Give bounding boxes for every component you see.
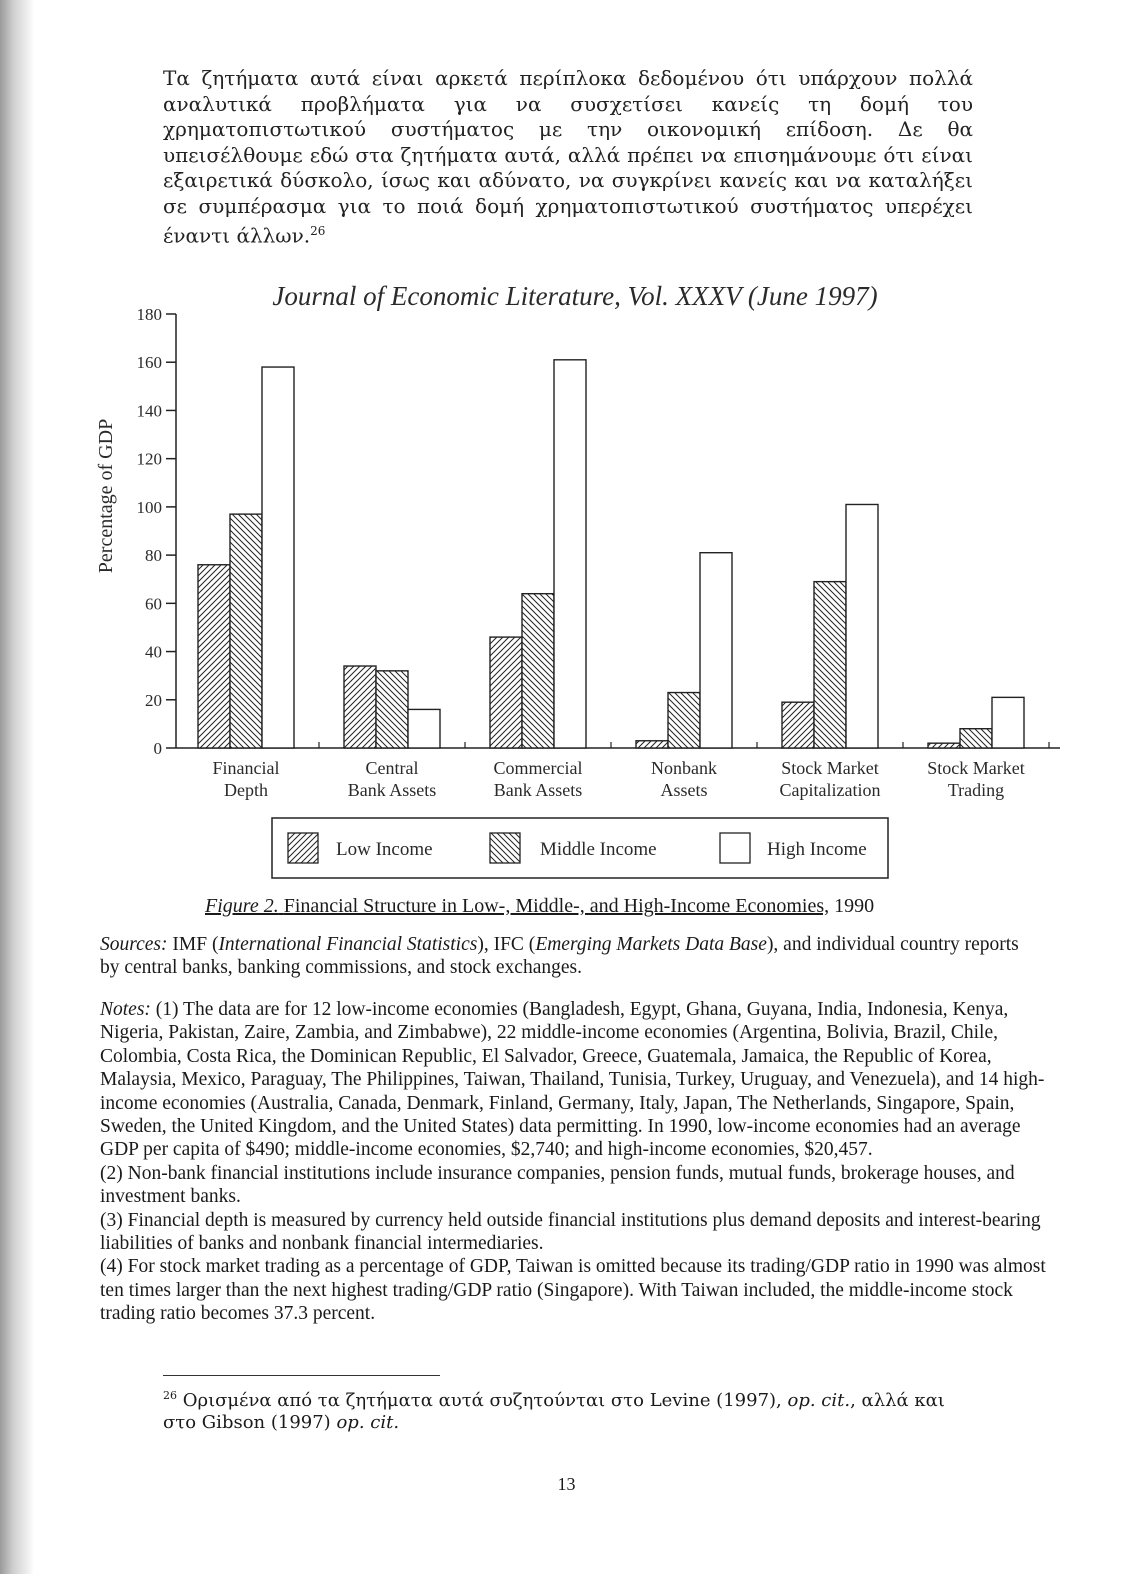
bar-middle-income: [522, 594, 554, 748]
x-category-label: Depth: [224, 780, 268, 800]
x-category-label: Bank Assets: [493, 780, 583, 800]
x-category-label: Capitalization: [779, 780, 881, 800]
bar-low-income: [782, 702, 814, 748]
footnote-text: , αλλά και στο Gibson (1997): [163, 1390, 945, 1433]
legend-label-low-income: Low Income: [336, 839, 433, 860]
bar-high-income: [262, 367, 294, 748]
bar-middle-income: [814, 582, 846, 748]
bar-high-income: [700, 553, 732, 748]
bar-middle-income: [376, 671, 408, 748]
legend-swatch-middle-income: [490, 833, 520, 863]
footnote: [163, 1385, 983, 1434]
footnote-citation: op. cit.: [787, 1390, 851, 1411]
y-tick-label: 80: [145, 546, 162, 566]
figure-caption: [205, 895, 874, 918]
y-tick-label: 180: [136, 305, 162, 324]
note-1-text: (1) The data are for 12 low-income economies (Bangladesh, Egypt, Ghana, Guyana, India, Indonesia, Kenya, Nigeria, Pakistan, Zaire, Zambia, and Zimbabwe), 22 middle-income economies (Argentina, Bolivia, Brazil, Chile, Colombia, Costa Rica, the Dominican Republic, El Salvador, Greece, Guatemala, Jamaica, the Republic of Korea, Malaysia, Mexico, Paraguay, The Philippines, Taiwan, Thailand, Tunisia, Turkey, Uruguay, and Venezuela), and 14 high-income economies (Australia, Canada, Denmark, Finland, Germany, Italy, Japan, The Netherlands, Singapore, Spain, Sweden, the United Kingdom, and the United States) data permitting. In 1990, low-income economies had an average GDP per capita of $490; middle-income economies, $2,740; and high-income economies, $20,457.: [100, 999, 1045, 1161]
footnote-citation: op. cit.: [336, 1412, 400, 1433]
y-tick-label: 160: [136, 353, 162, 373]
notes-label: Notes:: [100, 999, 151, 1020]
legend-swatch-low-income: [288, 833, 318, 863]
sources-paragraph: [100, 933, 1030, 979]
sources-text: ), and individual country reports by central banks, banking commissions, and stock exchanges.: [100, 934, 1019, 978]
intro-footnote-ref: 26: [310, 224, 326, 238]
y-tick-label: 40: [145, 642, 162, 662]
bar-high-income: [408, 709, 440, 748]
bar-high-income: [554, 360, 586, 748]
y-tick-label: 20: [145, 690, 162, 710]
sources-label: Sources:: [100, 934, 168, 955]
x-category-label: Bank Assets: [347, 780, 437, 800]
y-tick-label: 0: [153, 739, 162, 758]
caption-year: 1990: [834, 895, 875, 917]
x-category-label: Stock Market: [927, 758, 1025, 778]
page-number: 13: [557, 1474, 576, 1494]
x-category-label: Assets: [660, 780, 708, 800]
legend-swatch-high-income: [720, 833, 750, 863]
sources-text: ), IFC (: [477, 934, 536, 955]
source-emdb: Emerging Markets Data Base: [535, 934, 767, 955]
bar-low-income: [490, 637, 522, 748]
legend-label-middle-income: Middle Income: [540, 839, 657, 860]
bar-middle-income: [230, 514, 262, 748]
y-tick-label: 60: [145, 594, 162, 614]
note-4: (4) For stock market trading as a percentage of GDP, Taiwan is omitted because its trading/GDP ratio in 1990 was almost ten times larger than the next highest trading/GDP ratio (Singapore). With Taiwan included, the middle-income stock trading ratio becomes 37.3 percent.: [100, 1256, 1046, 1325]
bar-high-income: [846, 504, 878, 748]
bar-middle-income: [668, 693, 700, 748]
bar-low-income: [928, 743, 960, 748]
bar-low-income: [344, 666, 376, 748]
bar-high-income: [992, 697, 1024, 748]
bar-middle-income: [960, 729, 992, 748]
y-axis-label: Percentage of GDP: [95, 418, 117, 574]
footnote-text: Ορισμένα από τα ζητήματα αυτά συζητούνται στο Levine (1997),: [182, 1390, 782, 1411]
x-category-label: Nonbank: [651, 758, 717, 778]
footnote-rule: [163, 1375, 440, 1376]
notes-section: [100, 998, 1060, 1326]
y-tick-label: 140: [136, 401, 162, 421]
note-1: [100, 998, 1060, 1162]
bar-chart: [0, 270, 1133, 890]
source-ifs: International Financial Statistics: [218, 934, 478, 955]
bar-low-income: [198, 565, 230, 748]
note-2: (2) Non-bank financial institutions include insurance companies, pension funds, mutual funds, brokerage houses, and investment banks.: [100, 1162, 1015, 1208]
x-category-label: Central: [365, 758, 419, 778]
sources-text: IMF (: [172, 934, 219, 955]
y-tick-label: 100: [136, 497, 162, 517]
x-category-label: Trading: [947, 780, 1005, 800]
chart-legend: [272, 818, 888, 878]
chart-title: Journal of Economic Literature, Vol. XXXV (June 1997): [272, 281, 878, 311]
x-category-label: Commercial: [493, 758, 583, 778]
x-category-label: Financial: [212, 758, 280, 778]
bar-low-income: [636, 741, 668, 748]
caption-label: Figure 2.: [205, 895, 279, 917]
intro-paragraph-text: Τα ζητήματα αυτά είναι αρκετά περίπλοκα δεδομένου ότι υπάρχουν πολλά αναλυτικά προβλήματα για να συσχετίσει κανείς τη δομή του χρηματοπιστωτικού συστήματος με την οικονομική επίδοση. Δε θα υπεισέλθουμε εδώ στα ζητήματα αυτά, αλλά πρέπει να επισημάνουμε ότι είναι εξαιρετικά δύσκολο, ίσως και αδύνατο, να συγκρίνει κανείς και να καταλήξει σε συμπέρασμα για το ποιά δομή χρηματοπιστωτικού συστήματος υπερέχει έναντι άλλων.: [163, 66, 973, 248]
y-tick-label: 120: [136, 449, 162, 469]
note-3: (3) Financial depth is measured by currency held outside financial institutions plus demand deposits and interest-bearing liabilities of banks and nonbank financial intermediaries.: [100, 1209, 1041, 1255]
legend-label-high-income: High Income: [767, 839, 867, 860]
intro-paragraph: [163, 66, 973, 249]
footnote-number: 26: [163, 1389, 177, 1402]
x-category-label: Stock Market: [781, 758, 879, 778]
caption-text: Financial Structure in Low-, Middle-, and High-Income Economies,: [283, 895, 830, 917]
